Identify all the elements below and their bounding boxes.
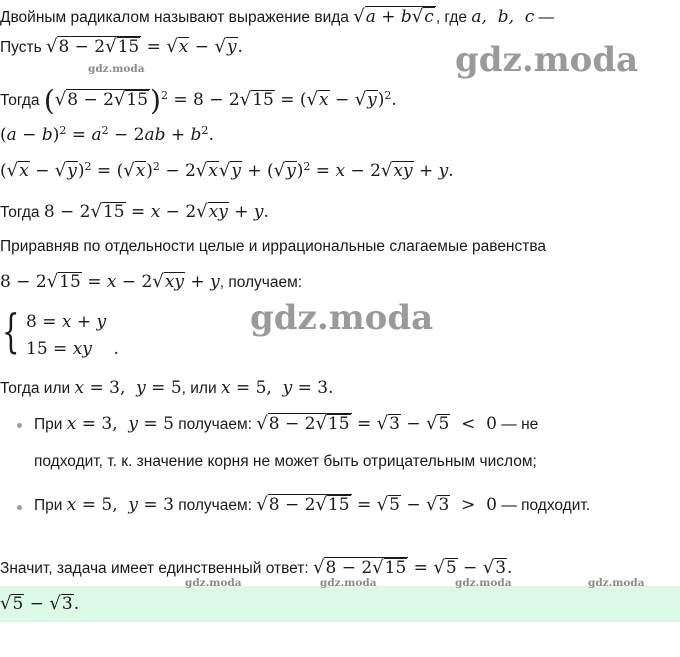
system-brace: {	[2, 304, 20, 358]
getting-text: , получаем:	[219, 274, 303, 291]
then-text: Тогда	[0, 92, 44, 110]
assumption-line: Пусть √8 − 2√15 = √x − √y.	[0, 36, 243, 57]
answer-line: √5 − √3.	[0, 593, 80, 614]
case-1-line: При x = 3, y = 5 получаем: √8 − 2√15 = √3 − √5 < 0 — не	[34, 413, 539, 434]
watermark-small: gdz.moda	[320, 577, 377, 589]
identity-line: $(a - b)^2 = a^2 - 2ab + b^2$.	[0, 124, 214, 146]
case-1-prefix: При	[34, 416, 67, 433]
case-1-suffix: — не	[497, 416, 539, 433]
solutions-text: Тогда или	[0, 380, 75, 397]
watermark-logo: gdz.moda	[455, 40, 639, 80]
case-2-suffix: — подходит.	[497, 497, 591, 514]
watermark-small: gdz.moda	[455, 577, 512, 589]
system-eq-2: 15 = xy .	[26, 339, 119, 359]
case-2-prefix: При	[34, 497, 67, 514]
watermark-small: gdz.moda	[588, 577, 645, 589]
equate-line	[0, 237, 546, 257]
case-2-mid: получаем:	[173, 497, 257, 514]
solutions-line: Тогда или x = 3, y = 5, или x = 5, y = 3.	[0, 378, 334, 398]
case-1-reason: подходит, т. к. значение корня не может быть отрицательным числом;	[34, 453, 537, 470]
expansion-line: $(√x - √y)^2 = (√x)^2 - 2√x√y + (√y)^2 = x - 2√xy + y$.	[0, 160, 454, 182]
equation-line-2: 8 − 2√15 = x − 2√xy + y, получаем:	[0, 271, 303, 292]
solutions-text-mid: , или	[181, 380, 221, 397]
bullet-dot	[17, 505, 22, 510]
then-text-2: Тогда	[0, 204, 44, 221]
square-line: Тогда $(√8 - 2√15)^2 = 8 - 2√15 = (√x - √y)^2$.	[0, 84, 397, 118]
conclusion-line: Значит, задача имеет единственный ответ: √8 − 2√15 = √5 − √3.	[0, 557, 513, 578]
system-eq-1: 8 = x + y	[26, 312, 107, 332]
watermark-small: gdz.moda	[185, 577, 242, 589]
definition-line: Двойным радикалом называют выражение вида √a + b√c , где a, b, c —	[0, 6, 555, 27]
watermark-logo: gdz.moda	[250, 298, 434, 338]
definition-text-end: —	[534, 9, 555, 26]
equation-line: Тогда 8 − 2√15 = x − 2√xy + y.	[0, 201, 269, 222]
definition-text: Двойным радикалом называют выражение вида	[0, 9, 354, 26]
conclusion-text: Значит, задача имеет единственный ответ:	[0, 560, 313, 577]
case-2-line: При x = 5, y = 3 получаем: √8 − 2√15 = √5 − √3 > 0 — подходит.	[34, 494, 591, 515]
equate-text: Приравняв по отдельности целые и иррациональные слагаемые равенства	[0, 238, 547, 255]
definition-text-mid: , где	[435, 9, 472, 26]
bullet-dot	[17, 423, 22, 428]
case-1-mid: получаем:	[173, 416, 257, 433]
answer-box	[0, 586, 680, 622]
watermark-small: gdz.moda	[88, 63, 145, 75]
assumption-text: Пусть	[0, 39, 46, 56]
case-1-line-2	[34, 452, 537, 472]
